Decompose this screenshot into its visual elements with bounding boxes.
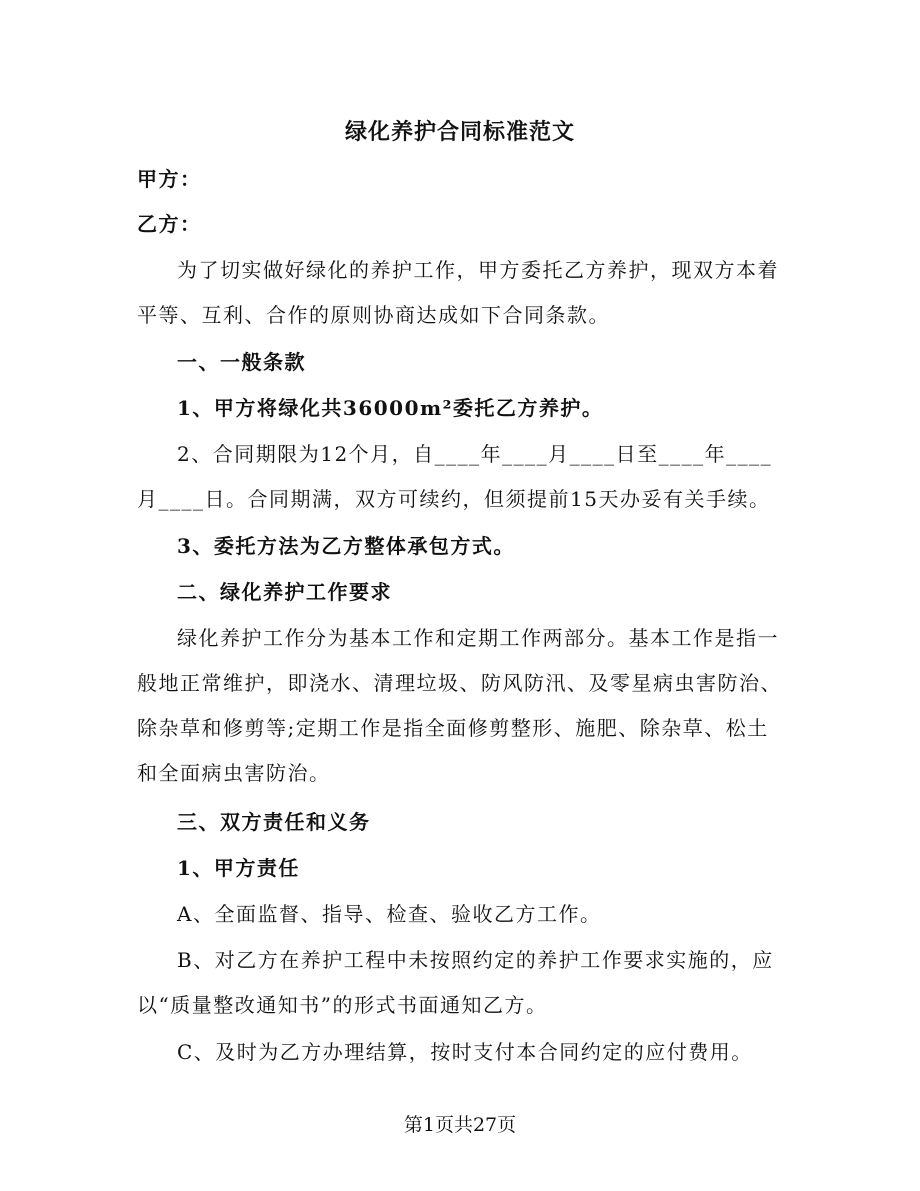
section2-heading: 二、绿化养护工作要求 [177, 580, 392, 604]
intro-paragraph: 为了切实做好绿化的养护工作，甲方委托乙方养护，现双方本着平等、互利、合作的原则协商达成如下合同条款。 [137, 258, 779, 327]
section3-item-c: C、及时为乙方办理结算，按时支付本合同约定的应付费用。 [177, 1040, 753, 1064]
section2-body: 绿化养护工作分为基本工作和定期工作两部分。基本工作是指一般地正常维护，即浇水、清理垃圾、防风防汛、及零星病虫害防治、除杂草和修剪等;定期工作是指全面修剪整形、施肥、除杂草、松土和全面病虫害防治。 [137, 626, 782, 785]
section1-item2: 2、合同期限为12个月，自____年____月____日至____年____月____日。合同期满，双方可续约，但须提前15天办妥有关手续。 [137, 442, 773, 511]
page-number: 第1页共27页 [403, 1114, 517, 1136]
section1-item3: 3、委托方法为乙方整体承包方式。 [177, 534, 515, 558]
document-title: 绿化养护合同标准范文 [344, 119, 575, 145]
section1-heading: 一、一般条款 [177, 350, 306, 374]
party-b-line: 乙方： [137, 212, 202, 236]
section3-sub1-heading: 1、甲方责任 [177, 856, 300, 880]
party-a-line: 甲方： [137, 167, 202, 191]
section3-heading: 三、双方责任和义务 [177, 810, 371, 834]
section3-item-b: B、对乙方在养护工程中未按照约定的养护工作要求实施的，应以“质量整改通知书”的形式书面通知乙方。 [137, 948, 774, 1017]
section1-item1: 1、甲方将绿化共36000m²委托乙方养护。 [177, 396, 604, 420]
section3-item-a: A、全面监督、指导、检查、验收乙方工作。 [177, 902, 602, 926]
